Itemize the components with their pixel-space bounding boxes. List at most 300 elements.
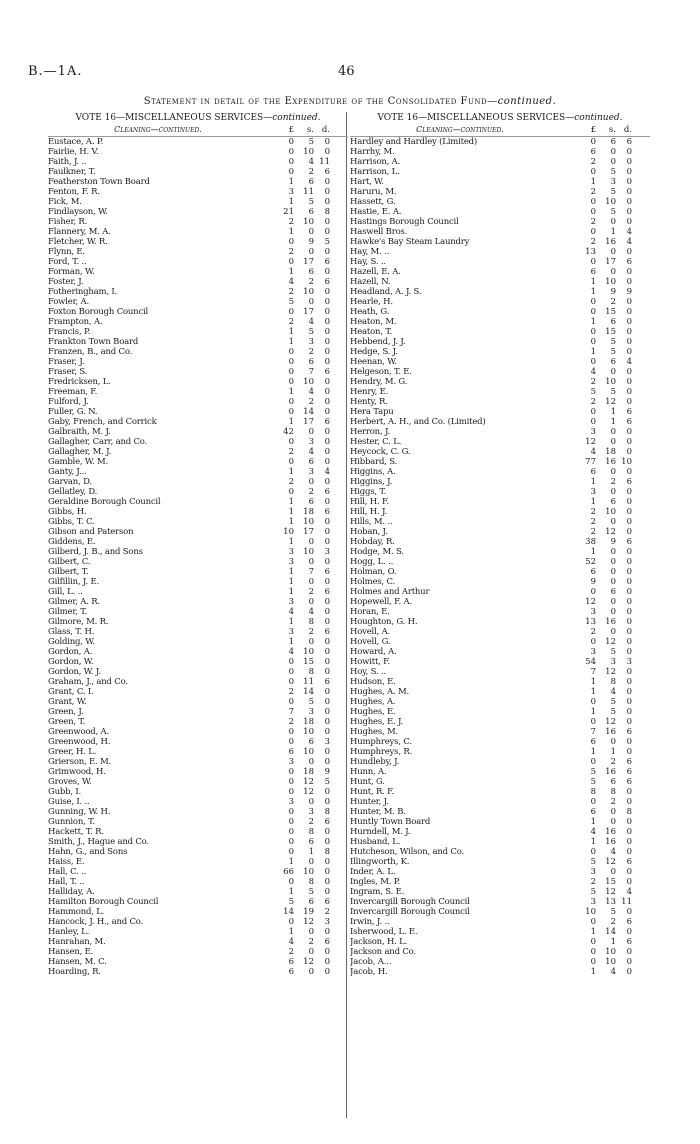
pence-value: 0: [324, 747, 330, 757]
payee-name: Haiss, E.: [48, 857, 85, 867]
table-row: [48, 857, 348, 867]
pence-value: 0: [626, 707, 632, 717]
pence-value: 0: [626, 317, 632, 327]
pence-value: 8: [626, 807, 632, 817]
pounds-value: 5: [288, 297, 294, 307]
payee-name: Green, T.: [48, 717, 86, 727]
payee-name: Fotheringham, I.: [48, 287, 118, 297]
pence-value: 0: [626, 487, 632, 497]
pence-value: 6: [626, 857, 632, 867]
pence-value: 0: [324, 147, 330, 157]
shillings-value: 3: [610, 657, 616, 667]
pounds-value: 2: [288, 247, 294, 257]
table-row: [48, 307, 348, 317]
payee-name: Gaby, French, and Corrick: [48, 417, 157, 427]
table-row: [350, 187, 650, 197]
pence-value: 0: [324, 757, 330, 767]
payee-name: Houghton, G. H.: [350, 617, 418, 627]
shillings-value: 1: [610, 937, 616, 947]
vote-heading-continued: continued.: [574, 113, 623, 123]
pounds-value: 1: [288, 197, 294, 207]
pence-value: 0: [626, 567, 632, 577]
pounds-value: 0: [288, 767, 294, 777]
pence-value: 6: [324, 937, 330, 947]
pounds-value: 0: [590, 697, 596, 707]
table-row: [350, 297, 650, 307]
pounds-value: 1: [288, 467, 294, 477]
table-row: [48, 667, 348, 677]
shillings-value: 7: [308, 367, 314, 377]
pounds-value: 0: [288, 367, 294, 377]
payee-name: Featherston Town Board: [48, 177, 150, 187]
payee-name: Hughes, M.: [350, 727, 399, 737]
table-row: [48, 277, 348, 287]
payee-name: Grimwood, H.: [48, 767, 106, 777]
pence-value: 6: [324, 367, 330, 377]
payee-name: Hibbard, S.: [350, 457, 398, 467]
pence-value: 0: [324, 697, 330, 707]
pence-value: 0: [324, 797, 330, 807]
shillings-value: 8: [308, 877, 314, 887]
table-row: [48, 867, 348, 877]
shillings-value: 6: [610, 317, 616, 327]
shillings-value: 19: [303, 907, 314, 917]
payee-name: Gilberd, J. B., and Sons: [48, 547, 143, 557]
pence-value: 6: [324, 567, 330, 577]
pence-value: 0: [324, 327, 330, 337]
table-row: [48, 477, 348, 487]
pounds-value: 1: [288, 537, 294, 547]
pounds-value: 1: [590, 817, 596, 827]
table-row: [48, 547, 348, 557]
pence-value: 6: [324, 507, 330, 517]
table-row: [350, 507, 650, 517]
shillings-value: 16: [605, 727, 616, 737]
shillings-value: 6: [308, 207, 314, 217]
payee-name: Hart, W.: [350, 177, 384, 187]
shillings-value: 0: [308, 597, 314, 607]
shillings-value: 15: [605, 307, 616, 317]
pounds-value: 0: [288, 827, 294, 837]
pence-value: 8: [324, 807, 330, 817]
pounds-value: 1: [288, 497, 294, 507]
shillings-value: 0: [610, 487, 616, 497]
pence-value: 0: [626, 347, 632, 357]
pence-value: 0: [626, 587, 632, 597]
shillings-value: 10: [303, 287, 314, 297]
pounds-value: 38: [585, 537, 596, 547]
payee-name: Hudson, E.: [350, 677, 396, 687]
payee-name: Flannery, M. A.: [48, 227, 111, 237]
pence-value: 11: [621, 897, 632, 907]
shillings-value: 2: [308, 277, 314, 287]
pence-value: 6: [626, 477, 632, 487]
pounds-value: 0: [288, 157, 294, 167]
payee-name: Hay, M. ..: [350, 247, 390, 257]
shillings-value: 6: [308, 177, 314, 187]
shillings-value: 1: [610, 417, 616, 427]
pence-value: 0: [626, 967, 632, 977]
pounds-value: 0: [288, 677, 294, 687]
shillings-value: 0: [610, 737, 616, 747]
pounds-value: 1: [288, 227, 294, 237]
pounds-value: 3: [590, 487, 596, 497]
pence-value: 0: [324, 647, 330, 657]
pence-value: 0: [626, 167, 632, 177]
table-row: [48, 967, 348, 977]
table-row: [48, 367, 348, 377]
payee-name: Hedge, S. J.: [350, 347, 398, 357]
pence-value: 0: [324, 687, 330, 697]
shillings-value: 8: [308, 667, 314, 677]
payee-name: Grierson, E. M.: [48, 757, 112, 767]
table-row: [350, 777, 650, 787]
payee-name: Hughes, A. M.: [350, 687, 409, 697]
pence-value: 0: [626, 517, 632, 527]
table-row: [350, 177, 650, 187]
pence-value: 0: [324, 557, 330, 567]
shillings-value: 0: [610, 517, 616, 527]
pounds-value: 2: [288, 447, 294, 457]
shillings-value: 4: [308, 447, 314, 457]
pence-value: 0: [324, 477, 330, 487]
payee-name: Hurndell, M. J.: [350, 827, 411, 837]
table-row: [48, 707, 348, 717]
payee-name: Eustace, A. P.: [48, 137, 104, 147]
shillings-value: 1: [308, 847, 314, 857]
payee-name: Huntly Town Board: [350, 817, 431, 827]
payee-name: Haswell Bros.: [350, 227, 408, 237]
table-row: [48, 167, 348, 177]
pence-value: 0: [324, 877, 330, 887]
pence-value: 0: [626, 947, 632, 957]
pence-value: 0: [324, 857, 330, 867]
pounds-value: 14: [283, 907, 294, 917]
pence-value: 0: [626, 497, 632, 507]
pounds-value: 0: [288, 407, 294, 417]
shillings-value: 0: [308, 477, 314, 487]
pence-value: 6: [324, 677, 330, 687]
shillings-value: 16: [605, 837, 616, 847]
table-row: [350, 197, 650, 207]
pounds-value: 1: [590, 547, 596, 557]
pence-value: 0: [626, 377, 632, 387]
payee-name: Harrison, A.: [350, 157, 401, 167]
payee-name: Hebbend, J. J.: [350, 337, 406, 347]
payee-name: Flynn, E.: [48, 247, 85, 257]
shillings-value: 1: [610, 407, 616, 417]
shillings-value: 10: [303, 147, 314, 157]
pence-value: 6: [324, 487, 330, 497]
table-row: [350, 267, 650, 277]
pence-value: 0: [324, 247, 330, 257]
pounds-value: 1: [590, 347, 596, 357]
shillings-value: 18: [303, 767, 314, 777]
shillings-value: 4: [308, 317, 314, 327]
payee-name: Gordon, W. J.: [48, 667, 101, 677]
pence-value: 0: [626, 527, 632, 537]
table-row: [48, 297, 348, 307]
payee-name: Hastie, E. A.: [350, 207, 402, 217]
title-suffix: —continued.: [487, 96, 557, 107]
pounds-value: 1: [590, 687, 596, 697]
payee-name: Hansen, E.: [48, 947, 94, 957]
title-text: Statement in detail of the Expenditure of the Consolidated Fund: [143, 96, 488, 107]
payee-name: Fisher, R.: [48, 217, 88, 227]
payee-name: Hoy, S. ..: [350, 667, 386, 677]
table-row: [48, 517, 348, 527]
pounds-value: 0: [590, 137, 596, 147]
pence-value: 2: [324, 907, 330, 917]
payee-name: Hammond, L.: [48, 907, 105, 917]
table-row: [350, 927, 650, 937]
pounds-value: 0: [288, 727, 294, 737]
table-row: [48, 947, 348, 957]
pounds-value: 0: [590, 327, 596, 337]
table-row: [48, 837, 348, 847]
pence-value: 0: [626, 387, 632, 397]
shillings-value: 11: [303, 187, 314, 197]
payee-name: Hundleby, J.: [350, 757, 400, 767]
pence-value: 0: [626, 197, 632, 207]
pence-value: 4: [324, 467, 330, 477]
pounds-value: 1: [288, 507, 294, 517]
pence-value: 0: [626, 797, 632, 807]
payee-name: Gilmer, A. R.: [48, 597, 100, 607]
shillings-value: 4: [610, 967, 616, 977]
table-row: [48, 627, 348, 637]
pounds-value: 6: [590, 737, 596, 747]
shillings-value: 2: [610, 297, 616, 307]
shillings-value: 6: [308, 837, 314, 847]
pence-value: 0: [324, 827, 330, 837]
shillings-value: 3: [308, 467, 314, 477]
shillings-value: 3: [308, 437, 314, 447]
pounds-value: 0: [288, 877, 294, 887]
shillings-value: 0: [610, 627, 616, 637]
shillings-value: 11: [303, 677, 314, 687]
shillings-value: 6: [610, 357, 616, 367]
payee-name: Hancock, J. H., and Co.: [48, 917, 144, 927]
pence-value: 0: [626, 737, 632, 747]
payee-name: Fraser, J.: [48, 357, 85, 367]
payee-name: Hay, S. ..: [350, 257, 386, 267]
pence-value: 0: [626, 247, 632, 257]
shillings-value: 6: [308, 497, 314, 507]
table-row: [48, 907, 348, 917]
payee-name: Francis, P.: [48, 327, 91, 337]
table-row: [48, 937, 348, 947]
payee-name: Ganty, J...: [48, 467, 87, 477]
payee-name: Gibson and Paterson: [48, 527, 134, 537]
shillings-header: s.: [608, 125, 616, 135]
payee-name: Grant, C. I.: [48, 687, 94, 697]
pounds-value: 1: [590, 747, 596, 757]
table-row: [48, 377, 348, 387]
pence-value: 8: [324, 847, 330, 857]
payee-name: Hamilton Borough Council: [48, 897, 159, 907]
shillings-value: 7: [308, 567, 314, 577]
pounds-value: 3: [590, 647, 596, 657]
pence-value: 0: [626, 367, 632, 377]
pounds-value: 1: [590, 287, 596, 297]
pounds-value: 0: [288, 667, 294, 677]
payee-name: Harrison, L.: [350, 167, 400, 177]
shillings-value: 10: [605, 507, 616, 517]
table-row: [48, 897, 348, 907]
pence-value: 0: [626, 547, 632, 557]
pence-value: 0: [626, 617, 632, 627]
pounds-value: 0: [590, 917, 596, 927]
table-row: [350, 167, 650, 177]
pounds-value: 3: [288, 797, 294, 807]
pounds-value: 0: [288, 807, 294, 817]
pence-value: 0: [324, 707, 330, 717]
pence-value: 0: [324, 137, 330, 147]
shillings-value: 12: [303, 917, 314, 927]
right-entries: [350, 136, 650, 977]
table-row: [350, 467, 650, 477]
shillings-value: 4: [308, 387, 314, 397]
table-row: [350, 477, 650, 487]
table-row: [350, 707, 650, 717]
payee-name: Greer, H. L.: [48, 747, 97, 757]
payee-name: Hunter, M. B.: [350, 807, 406, 817]
shillings-value: 6: [610, 497, 616, 507]
table-row: [48, 467, 348, 477]
payee-name: Higgs, T.: [350, 487, 387, 497]
pounds-value: 7: [590, 727, 596, 737]
pence-value: 0: [626, 207, 632, 217]
payee-name: Graham, J., and Co.: [48, 677, 128, 687]
payee-name: Isherwood, L. E.: [350, 927, 418, 937]
pounds-value: 2: [288, 287, 294, 297]
pence-value: 6: [626, 777, 632, 787]
table-row: [350, 437, 650, 447]
shillings-value: 10: [303, 867, 314, 877]
table-row: [48, 817, 348, 827]
table-row: [48, 777, 348, 787]
shillings-value: 8: [610, 787, 616, 797]
payee-name: Hopewell, F. A.: [350, 597, 412, 607]
pounds-value: 0: [590, 957, 596, 967]
table-row: [350, 607, 650, 617]
shillings-value: 12: [605, 667, 616, 677]
pence-value: 4: [626, 237, 632, 247]
table-row: [48, 387, 348, 397]
pence-value: 0: [324, 447, 330, 457]
shillings-value: 0: [610, 427, 616, 437]
shillings-value: 16: [605, 617, 616, 627]
pounds-value: 42: [283, 427, 294, 437]
shillings-value: 12: [605, 637, 616, 647]
pounds-value: 2: [590, 217, 596, 227]
shillings-value: 0: [610, 367, 616, 377]
shillings-value: 15: [605, 327, 616, 337]
table-row: [48, 177, 348, 187]
payee-name: Hall, C. ..: [48, 867, 87, 877]
shillings-value: 5: [610, 647, 616, 657]
table-row: [48, 587, 348, 597]
pounds-value: 1: [590, 837, 596, 847]
pounds-value: 0: [288, 307, 294, 317]
pence-value: 0: [324, 617, 330, 627]
shillings-value: 17: [605, 257, 616, 267]
pounds-value: 1: [590, 317, 596, 327]
shillings-value: 17: [303, 257, 314, 267]
pounds-value: 1: [590, 707, 596, 717]
statement-title: [0, 96, 700, 107]
pence-value: 6: [626, 937, 632, 947]
pence-value: 6: [324, 167, 330, 177]
shillings-value: 17: [303, 527, 314, 537]
payee-name: Heenan, W.: [350, 357, 397, 367]
shillings-value: 0: [308, 927, 314, 937]
pounds-value: 1: [590, 477, 596, 487]
pounds-value: 0: [288, 457, 294, 467]
table-row: [350, 287, 650, 297]
pence-value: 6: [324, 257, 330, 267]
payee-name: Hunter, J.: [350, 797, 389, 807]
shillings-value: 5: [610, 907, 616, 917]
pence-value: 0: [324, 537, 330, 547]
shillings-value: 10: [605, 377, 616, 387]
pounds-value: 21: [283, 207, 294, 217]
table-row: [48, 397, 348, 407]
shillings-value: 10: [605, 947, 616, 957]
pounds-value: 6: [590, 807, 596, 817]
table-row: [48, 347, 348, 357]
pounds-value: 10: [585, 907, 596, 917]
pence-value: 0: [324, 957, 330, 967]
payee-name: Galbraith, M. J.: [48, 427, 111, 437]
pence-value: 5: [324, 237, 330, 247]
payee-name: Hoban, J.: [350, 527, 388, 537]
table-row: [350, 957, 650, 967]
pounds-value: 0: [288, 787, 294, 797]
shillings-value: 4: [308, 607, 314, 617]
pence-value: 0: [626, 627, 632, 637]
table-row: [48, 317, 348, 327]
pence-value: 0: [626, 787, 632, 797]
pounds-value: 3: [288, 557, 294, 567]
shillings-value: 5: [610, 347, 616, 357]
pence-value: 6: [626, 257, 632, 267]
payee-name: Gunnion, T.: [48, 817, 95, 827]
pence-value: 0: [626, 187, 632, 197]
table-row: [350, 797, 650, 807]
shillings-value: 15: [303, 657, 314, 667]
payee-name: Hunt, G.: [350, 777, 385, 787]
table-row: [48, 767, 348, 777]
payee-name: Jacob, A...: [350, 957, 392, 967]
table-row: [48, 787, 348, 797]
pence-value: 9: [626, 287, 632, 297]
shillings-value: 0: [308, 427, 314, 437]
table-row: [350, 517, 650, 527]
pounds-value: 0: [288, 167, 294, 177]
table-row: [350, 827, 650, 837]
pounds-value: 0: [590, 417, 596, 427]
pounds-header: £: [288, 125, 294, 135]
pounds-value: 1: [288, 857, 294, 867]
pence-value: 5: [324, 777, 330, 787]
pence-value: 10: [621, 457, 632, 467]
payee-name: Fredricksen, L.: [48, 377, 111, 387]
payee-name: Hastings Borough Council: [350, 217, 459, 227]
payee-name: Horan, E.: [350, 607, 390, 617]
shillings-value: 10: [303, 217, 314, 227]
